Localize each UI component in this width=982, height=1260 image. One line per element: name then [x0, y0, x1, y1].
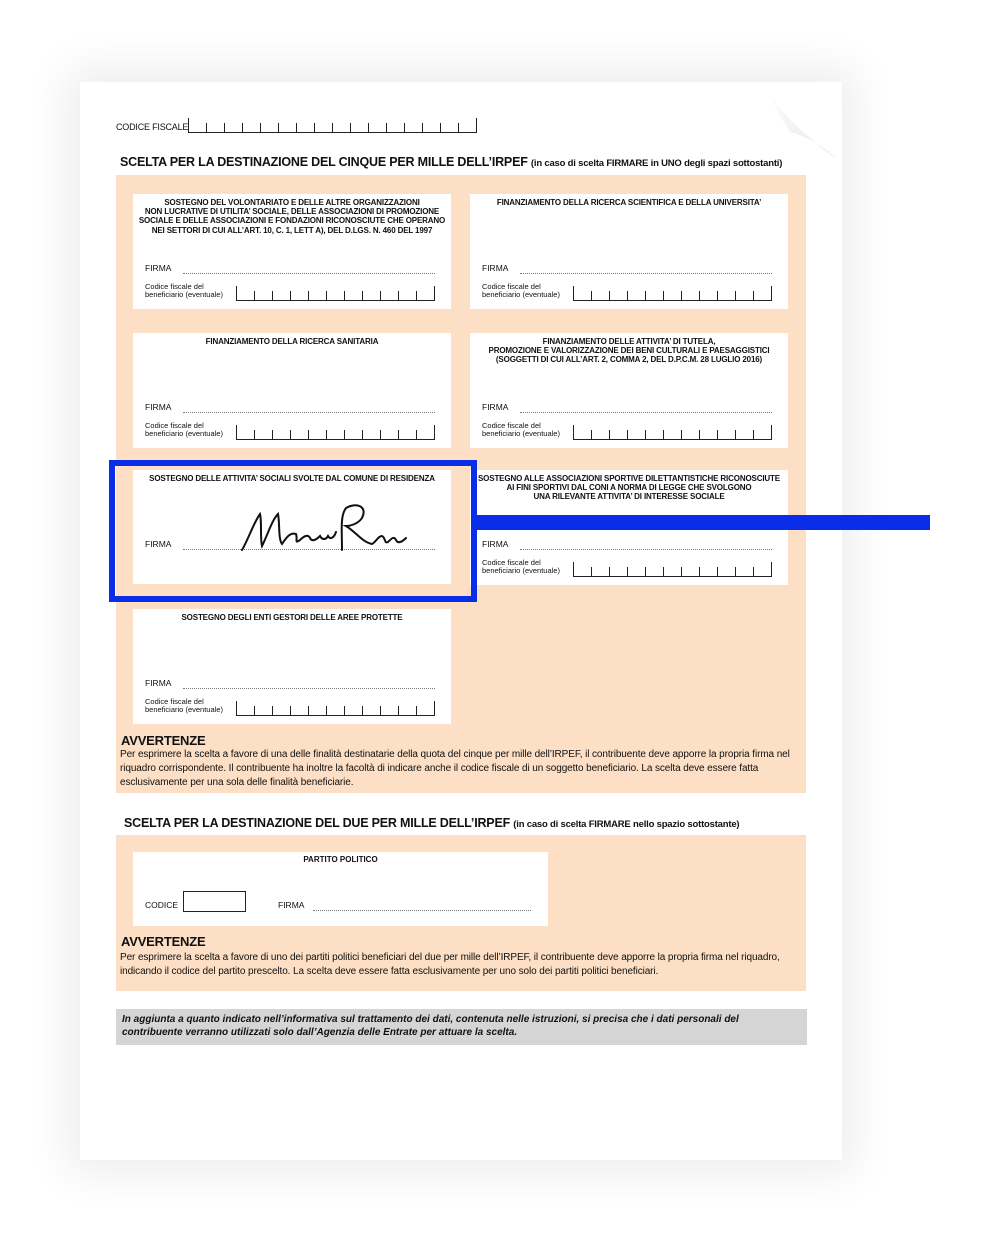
card-title: SOSTEGNO DELLE ATTIVITA’ SOCIALI SVOLTE DAL COMUNE DI RESIDENZA	[149, 474, 435, 483]
firma-label: FIRMA	[482, 539, 509, 549]
beneficiario-codice-fiscale-input[interactable]	[236, 701, 435, 716]
card-title: FINANZIAMENTO DELLE ATTIVITA’ DI TUTELA, PROMOZIONE E VALORIZZAZIONE DEI BENI CULTURALI E PAESAGGISTICI (SOGGETTI DI CUI ALL’ART. 2, COMMA 2, DEL D.P.C.M. 28 LUGLIO 2016)	[488, 337, 770, 365]
beneficiario-label-line1: Codice fiscale del	[145, 421, 204, 430]
card-ricerca-sanitaria	[133, 333, 451, 448]
beneficiario-codice-fiscale-input[interactable]	[573, 425, 772, 440]
card-title: SOSTEGNO DEL VOLONTARIATO E DELLE ALTRE ORGANIZZAZIONI NON LUCRATIVE DI UTILITA’ SOCIALE, DELLE ASSOCIAZIONI DI PROMOZIONE SOCIALE E DELLE ASSOCIAZIONI E FONDAZIONI RICONOSCIUTE CHE OPERANO NEI SETTORI DI CUI ALL’ART. 10, C. 1, LETT A), DEL D.LGS. N. 460 DEL 1997	[138, 198, 446, 235]
beneficiario-codice-fiscale-input[interactable]	[573, 286, 772, 301]
firma-label: FIRMA	[482, 402, 509, 412]
beneficiario-codice-fiscale-input[interactable]	[573, 562, 772, 577]
card-aree-protette	[133, 609, 451, 724]
codice-fiscale-label: CODICE FISCALE	[116, 122, 189, 132]
beneficiario-label-line1: Codice fiscale del	[482, 421, 541, 430]
firma-line[interactable]	[520, 548, 772, 550]
beneficiario-label	[145, 422, 223, 438]
firma-label: FIRMA	[145, 402, 172, 412]
due-per-mille-title: SCELTA PER LA DESTINAZIONE DEL DUE PER MILLE DELL’IRPEF (in caso di scelta FIRMARE nello spazio sottostante)	[124, 816, 740, 830]
card-title: SOSTEGNO DEGLI ENTI GESTORI DELLE AREE PROTETTE	[181, 613, 403, 622]
card-volontariato	[133, 194, 451, 309]
firma-partito-line[interactable]	[313, 909, 531, 911]
firma-line[interactable]	[183, 411, 435, 413]
beneficiario-label-line2: beneficiario (eventuale)	[482, 566, 560, 575]
firma-line[interactable]	[183, 687, 435, 689]
card-ricerca-scientifica	[470, 194, 788, 309]
privacy-note: In aggiunta a quanto indicato nell’informativa sul trattamento dei dati, contenuta nelle istruzioni, si precisa che i dati personali del contribuente verranno utilizzati solo dall’Agenzia delle Entrate per attuare la scelta.	[116, 1009, 807, 1045]
firma-label: FIRMA	[482, 263, 509, 273]
card-title: FINANZIAMENTO DELLA RICERCA SANITARIA	[205, 337, 379, 346]
beneficiario-label	[482, 422, 560, 438]
card-title: FINANZIAMENTO DELLA RICERCA SCIENTIFICA E DELLA UNIVERSITA’	[496, 198, 762, 207]
codice-label: CODICE	[145, 900, 179, 910]
beneficiario-label	[482, 283, 560, 299]
partito-politico-card	[133, 852, 548, 926]
beneficiario-label-line2: beneficiario (eventuale)	[145, 429, 223, 438]
beneficiario-label-line1: Codice fiscale del	[482, 282, 541, 291]
codice-partito-input[interactable]	[183, 891, 246, 912]
firma-line[interactable]	[520, 411, 772, 413]
beneficiario-label-line2: beneficiario (eventuale)	[482, 290, 560, 299]
card-title: SOSTEGNO ALLE ASSOCIAZIONI SPORTIVE DILETTANTISTICHE RICONOSCIUTE AI FINI SPORTIVI DAL CONI A NORMA DI LEGGE CHE SVOLGONO UNA RILEVANTE ATTIVITA’ DI INTERESSE SOCIALE	[478, 474, 780, 502]
firma-label: FIRMA	[145, 678, 172, 688]
page-curl-icon	[760, 82, 842, 164]
avvertenze-2-heading: AVVERTENZE	[121, 934, 206, 949]
highlight-pointer	[477, 515, 930, 530]
beneficiario-codice-fiscale-input[interactable]	[236, 425, 435, 440]
firma-label: FIRMA	[145, 539, 172, 549]
partito-politico-title: PARTITO POLITICO	[303, 855, 378, 864]
avvertenze-heading: AVVERTENZE	[121, 733, 206, 748]
beneficiario-label	[145, 283, 223, 299]
codice-fiscale-input[interactable]	[188, 118, 477, 133]
beneficiario-label-line1: Codice fiscale del	[482, 558, 541, 567]
signature-image	[238, 500, 408, 556]
cinque-per-mille-title: SCELTA PER LA DESTINAZIONE DEL CINQUE PER MILLE DELL’IRPEF (in caso di scelta FIRMARE in UNO degli spazi sottostanti)	[120, 155, 783, 169]
firma-line[interactable]	[183, 272, 435, 274]
firma-label: FIRMA	[145, 263, 172, 273]
firma-label: FIRMA	[278, 900, 305, 910]
card-beni-culturali	[470, 333, 788, 448]
beneficiario-label-line1: Codice fiscale del	[145, 282, 204, 291]
beneficiario-label	[482, 559, 560, 575]
beneficiario-label	[145, 698, 223, 714]
beneficiario-codice-fiscale-input[interactable]	[236, 286, 435, 301]
beneficiario-label-line2: beneficiario (eventuale)	[145, 705, 223, 714]
avvertenze-text: Per esprimere la scelta a favore di una delle finalità destinatarie della quota del cinque per mille dell’IRPEF, il contribuente deve apporre la propria firma nel riquadro corrispondente. Il contribuente ha inoltre la facoltà di indicare anche il codice fiscale di un soggetto beneficiario. La scelta deve essere fatta esclusivamente per una sola delle finalità beneficiarie.	[120, 749, 790, 788]
avvertenze-2-text: Per esprimere la scelta a favore di uno dei partiti politici beneficiari del due per mille dell’IRPEF, il contribuente deve apporre la propria firma nel riquadro, indicando il codice del partito prescelto. La scelta deve essere fatta esclusivamente per uno solo dei partiti politici beneficiari.	[120, 952, 780, 977]
beneficiario-label-line2: beneficiario (eventuale)	[482, 429, 560, 438]
firma-line[interactable]	[520, 272, 772, 274]
beneficiario-label-line1: Codice fiscale del	[145, 697, 204, 706]
beneficiario-label-line2: beneficiario (eventuale)	[145, 290, 223, 299]
